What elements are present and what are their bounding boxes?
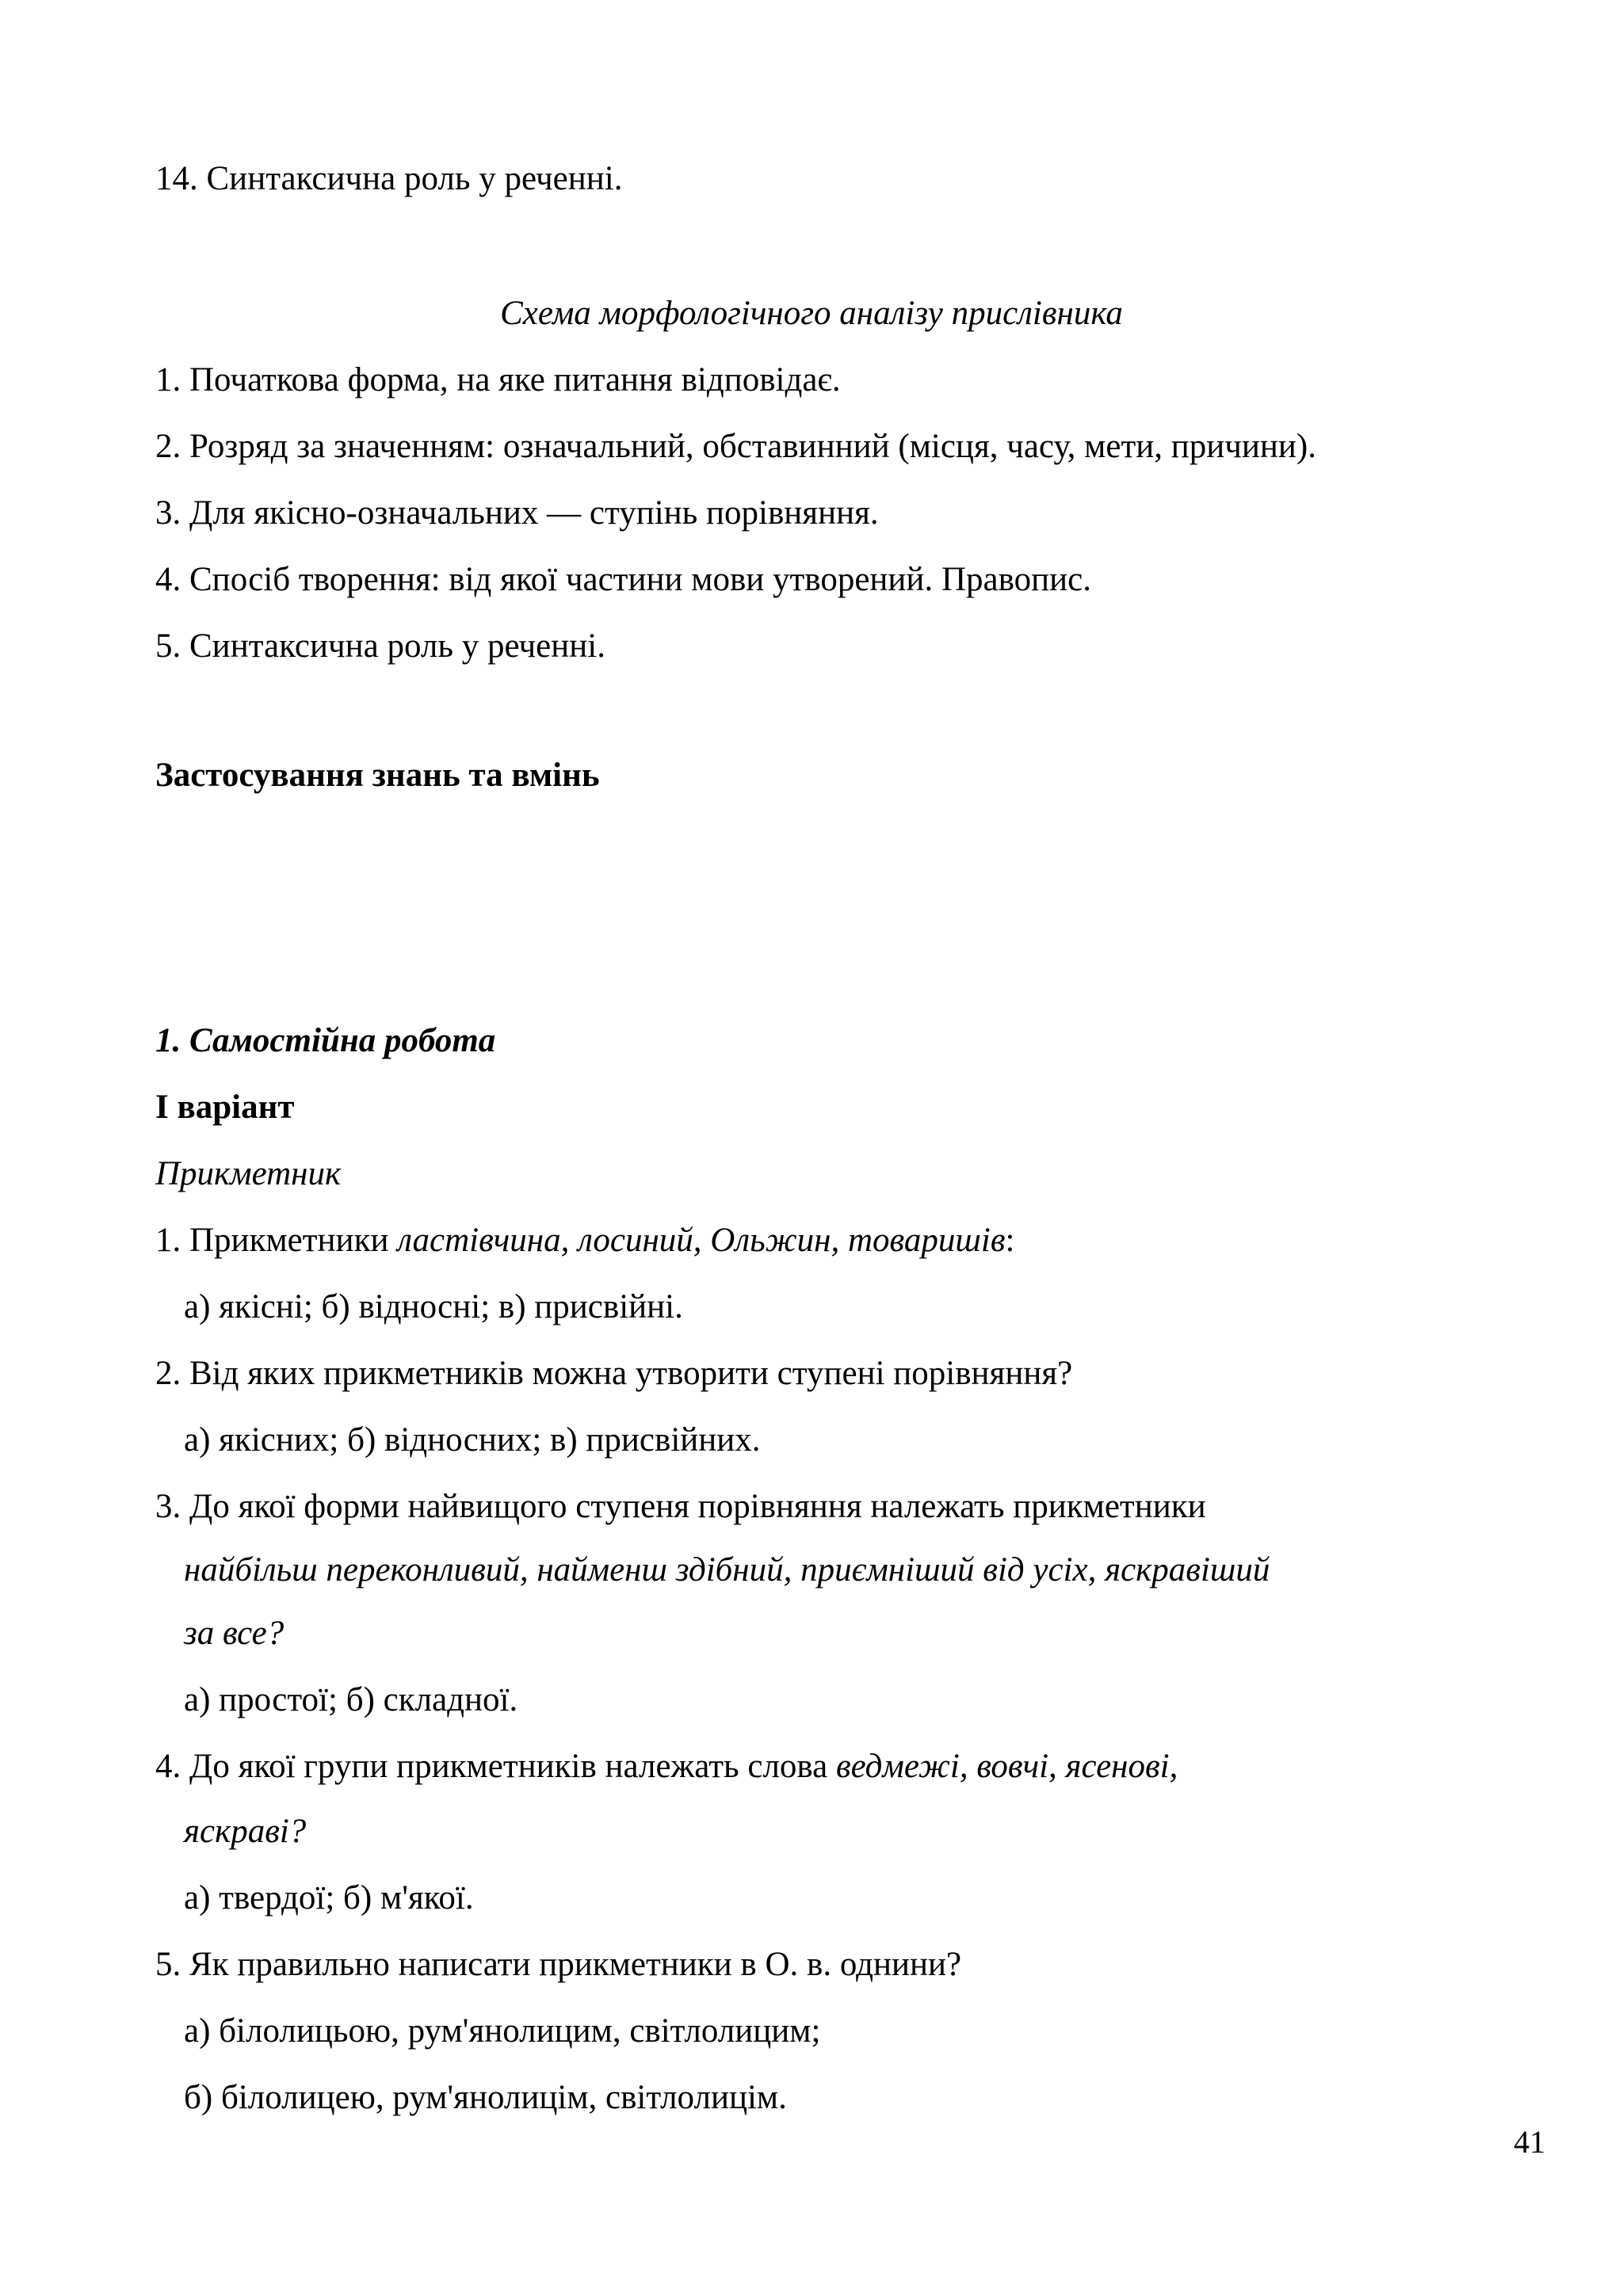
scheme-item-5: 5. Синтаксична роль у реченні. — [155, 627, 605, 665]
scheme-title: Схема морфологічного аналізу прислівника — [500, 295, 1123, 332]
question-3-words-line2: за все? — [184, 1615, 285, 1652]
scheme-item-2: 2. Розряд за значенням: означальний, обставинний (місця, часу, мети, причини). — [155, 428, 1317, 465]
task-title: 1. Самостійна робота — [155, 1022, 496, 1059]
list-item-14: 14. Синтаксична роль у реченні. — [155, 160, 623, 197]
scheme-item-1: 1. Початкова форма, на яке питання відповідає. — [155, 361, 841, 399]
scheme-item-4: 4. Спосіб творення: від якої частини мови утворений. Правопис. — [155, 561, 1091, 598]
variant-heading: I варіант — [155, 1089, 295, 1126]
page-number: 41 — [1514, 2124, 1545, 2160]
question-3-answers: а) простої; б) складної. — [184, 1681, 518, 1718]
topic-label: Прикметник — [155, 1155, 342, 1192]
question-3-words-line1: найбільш переконливий, найменш здібний, приємніший від усіх, яскравіший — [184, 1551, 1270, 1589]
question-4-words-line2: яскраві? — [184, 1813, 307, 1850]
question-5-answer-b: б) білолицею, рум'янолицім, світлолицім. — [184, 2079, 787, 2116]
question-2: 2. Від яких прикметників можна утворити ступені порівняння? — [155, 1355, 1073, 1392]
question-4-answers: а) твердої; б) м'якої. — [184, 1879, 474, 1917]
question-4-words-line1: ведмежі, вовчі, ясенові, — [836, 1748, 1178, 1785]
question-4-prefix: 4. До якої групи прикметників належать слова — [155, 1748, 836, 1785]
question-4 — [155, 1749, 1178, 1783]
question-2-answers: а) якісних; б) відносних; в) присвійних. — [184, 1421, 761, 1459]
question-1-prefix: 1. Прикметники — [155, 1222, 398, 1259]
scheme-item-3: 3. Для якісно-означальних — ступінь порівняння. — [155, 494, 879, 532]
question-1-answers: а) якісні; б) відносні; в) присвійні. — [184, 1288, 683, 1325]
question-1-suffix: : — [1005, 1222, 1015, 1259]
question-5: 5. Як правильно написати прикметники в О. в. однини? — [155, 1946, 962, 1983]
section-heading: Застосування знань та вмінь — [155, 757, 600, 794]
question-5-answer-a: а) білолицьою, рум'янолицим, світлолицим; — [184, 2012, 821, 2050]
question-1-words: ластівчина, лосиний, Ольжин, товаришів — [397, 1222, 1006, 1259]
question-3: 3. До якої форми найвищого ступеня порівняння належать прикметники — [155, 1488, 1206, 1525]
question-1 — [155, 1223, 1014, 1257]
